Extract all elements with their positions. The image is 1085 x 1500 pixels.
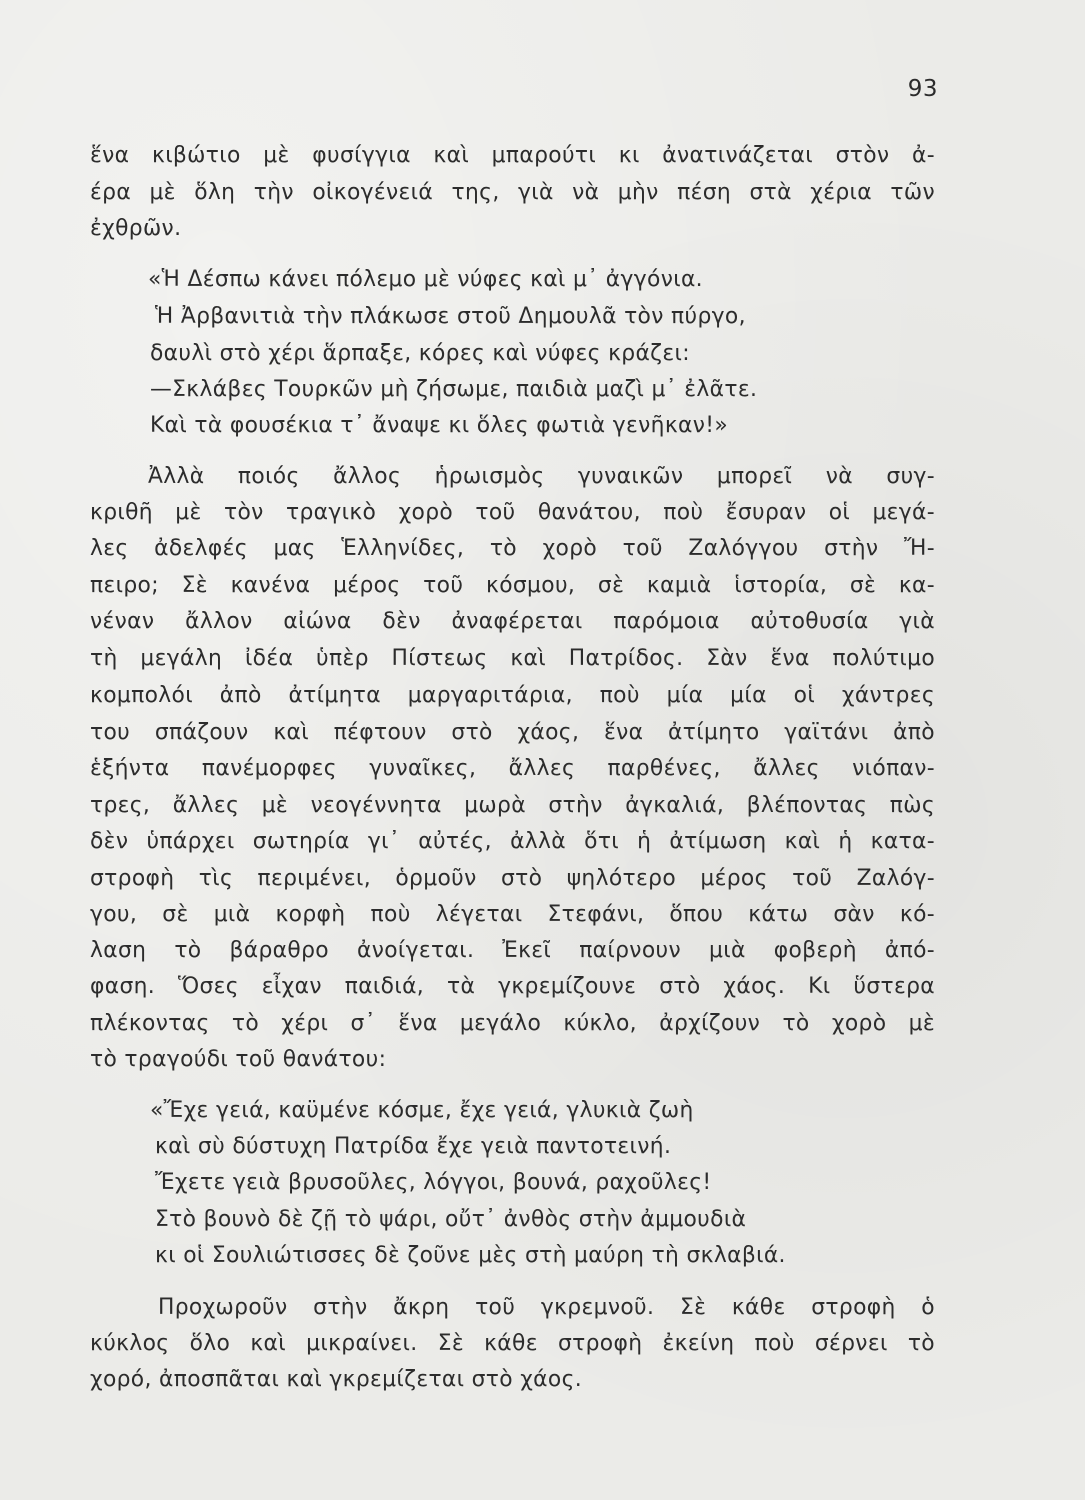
paragraph-1-line-3: ἐχθρῶν. xyxy=(90,216,182,241)
paragraph-1-line-2: έρα μὲ ὅλη τὴν οἰκογένειά της, γιὰ νὰ μὴν πέση στὰ χέρια τῶν xyxy=(90,180,935,205)
paragraph-2-line-3: λες ἀδελφές μας Ἑλληνίδες, τὸ χορὸ τοῦ Ζαλόγγου στὴν Ἤ- xyxy=(90,536,935,561)
paragraph-2-line-12: στροφὴ τὶς περιμένει, ὁρμοῦν στὸ ψηλότερο μέρος τοῦ Ζαλόγ- xyxy=(90,866,935,891)
song-2-line-2: καὶ σὺ δύστυχη Πατρίδα ἔχε γειὰ παντοτεινή. xyxy=(155,1134,672,1159)
paragraph-2-line-6: τὴ μεγάλη ἰδέα ὑπὲρ Πίστεως καὶ Πατρίδος. Σὰν ἕνα πολύτιμο xyxy=(90,646,935,671)
paragraph-2-line-9: ἑξήντα πανέμορφες γυναῖκες, ἄλλες παρθένες, ἄλλες νιόπαν- xyxy=(90,756,935,781)
paragraph-2-line-15: φαση. Ὅσες εἶχαν παιδιά, τὰ γκρεμίζουνε στὸ χάος. Κι ὕστερα xyxy=(90,974,935,999)
paragraph-1-line-1: ἕνα κιβώτιο μὲ φυσίγγια καὶ μπαρούτι κι ἀνατινάζεται στὸν ἀ- xyxy=(90,143,935,168)
song-2-line-4: Στὸ βουνὸ δὲ ζῇ τὸ ψάρι, οὔτ᾿ ἀνθὸς στὴν ἀμμουδιὰ xyxy=(155,1207,747,1232)
paragraph-2-line-10: τρες, ἄλλες μὲ νεογέννητα μωρὰ στὴν ἀγκαλιά, βλέποντας πὼς xyxy=(90,793,935,818)
song-1-line-1: «Ἡ Δέσπω κάνει πόλεμο μὲ νύφες καὶ μ᾿ ἀγγόνια. xyxy=(148,267,703,292)
page-number: 93 xyxy=(907,76,938,102)
paragraph-2-line-13: γου, σὲ μιὰ κορφὴ ποὺ λέγεται Στεφάνι, ὅπου κάτω σὰν κό- xyxy=(90,902,935,927)
song-2-line-1: «Ἔχε γειά, καϋμένε κόσμε, ἔχε γειά, γλυκιὰ ζωὴ xyxy=(150,1098,694,1123)
paragraph-2-line-5: νέναν ἄλλον αἰώνα δὲν ἀναφέρεται παρόμοια αὐτοθυσία γιὰ xyxy=(90,609,935,634)
paragraph-2-line-11: δὲν ὑπάρχει σωτηρία γι᾿ αὐτές, ἀλλὰ ὅτι ἡ ἀτίμωση καὶ ἡ κατα- xyxy=(90,829,935,854)
song-1-line-4: —Σκλάβες Τουρκῶν μὴ ζήσωμε, παιδιὰ μαζὶ μ᾿ ἐλᾶτε. xyxy=(150,377,758,402)
paragraph-2-line-2: κριθῆ μὲ τὸν τραγικὸ χορὸ τοῦ θανάτου, ποὺ ἔσυραν οἱ μεγά- xyxy=(90,500,935,525)
song-2-line-3: Ἔχετε γειὰ βρυσοῦλες, λόγγοι, βουνά, ραχοῦλες! xyxy=(155,1170,712,1195)
paragraph-3-line-1: Προχωροῦν στὴν ἄκρη τοῦ γκρεμνοῦ. Σὲ κάθε στροφὴ ὁ xyxy=(158,1295,935,1320)
paragraph-2-line-4: πειρο; Σὲ κανένα μέρος τοῦ κόσμου, σὲ καμιὰ ἱστορία, σὲ κα- xyxy=(90,573,935,598)
paragraph-2-line-1: Ἀλλὰ ποιός ἄλλος ἡρωισμὸς γυναικῶν μπορεῖ νὰ συγ- xyxy=(148,464,935,489)
song-1-line-3: δαυλὶ στὸ χέρι ἅρπαξε, κόρες καὶ νύφες κράζει: xyxy=(150,341,690,366)
song-1-line-2: Ἡ Ἀρβανιτιὰ τὴν πλάκωσε στοῦ Δημουλᾶ τὸν πύργο, xyxy=(155,304,746,329)
song-2-line-5: κι οἱ Σουλιώτισσες δὲ ζοῦνε μὲς στὴ μαύρη τὴ σκλαβιά. xyxy=(155,1243,786,1268)
paragraph-2-line-14: λαση τὸ βάραθρο ἀνοίγεται. Ἐκεῖ παίρνουν μιὰ φοβερὴ ἀπό- xyxy=(90,938,935,963)
paragraph-2-line-16: πλέκοντας τὸ χέρι σ᾿ ἕνα μεγάλο κύκλο, ἀρχίζουν τὸ χορὸ μὲ xyxy=(90,1011,935,1036)
paragraph-3-line-3: χορό, ἀποσπᾶται καὶ γκρεμίζεται στὸ χάος. xyxy=(90,1367,583,1392)
paragraph-2-line-8: του σπάζουν καὶ πέφτουν στὸ χάος, ἕνα ἀτίμητο γαϊτάνι ἀπὸ xyxy=(90,720,935,745)
paragraph-3-line-2: κύκλος ὅλο καὶ μικραίνει. Σὲ κάθε στροφὴ ἐκείνη ποὺ σέρνει τὸ xyxy=(90,1331,935,1356)
song-1-line-5: Καὶ τὰ φουσέκια τ᾿ ἄναψε κι ὅλες φωτιὰ γενῆκαν!» xyxy=(150,413,729,438)
paragraph-2-line-17: τὸ τραγούδι τοῦ θανάτου: xyxy=(90,1047,387,1072)
paragraph-2-line-7: κομπολόι ἀπὸ ἀτίμητα μαργαριτάρια, ποὺ μία μία οἱ χάντρες xyxy=(90,683,935,708)
